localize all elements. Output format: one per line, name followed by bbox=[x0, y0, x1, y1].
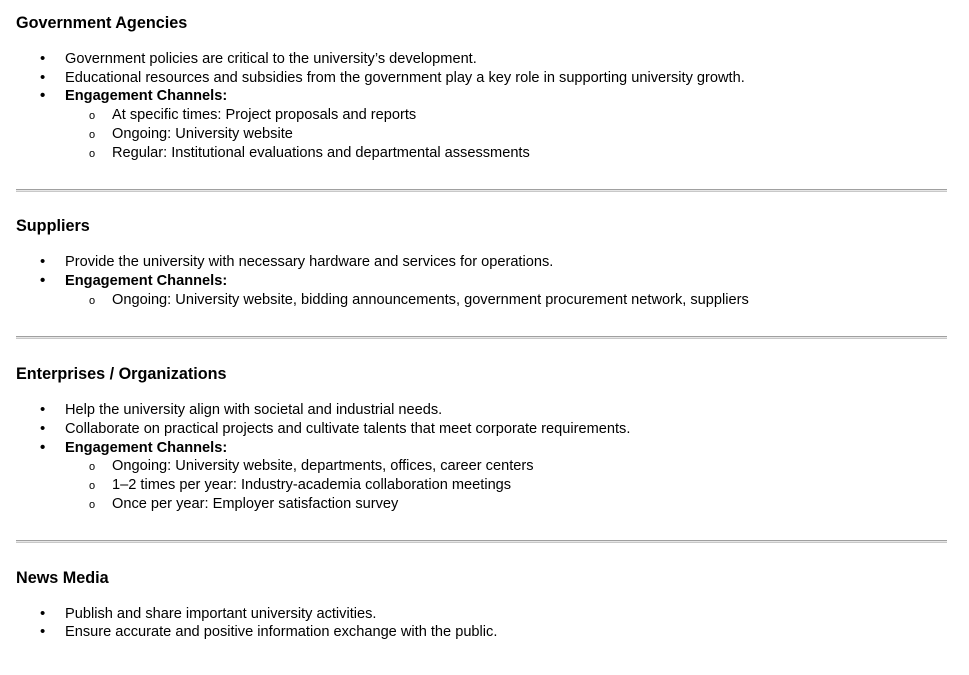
bullet-item: • Collaborate on practical projects and cultivate talents that meet corporate requirements. bbox=[16, 420, 947, 439]
channel-list bbox=[65, 291, 947, 310]
section-government-agencies bbox=[16, 14, 947, 162]
channel-item: o Ongoing: University website, departments, offices, career centers bbox=[64, 457, 947, 476]
section-enterprises-organizations bbox=[16, 365, 947, 513]
section-title: Suppliers bbox=[16, 217, 90, 236]
bullet-item: • Ensure accurate and positive information exchange with the public. bbox=[16, 623, 947, 642]
section-title: Government Agencies bbox=[16, 14, 188, 32]
channel-item: o Regular: Institutional evaluations and departmental assessments bbox=[64, 144, 947, 163]
section-title: Enterprises / Organizations bbox=[16, 365, 227, 384]
bullet-item: • Publish and share important university activities. bbox=[16, 605, 947, 624]
engagement-channels-item bbox=[16, 439, 947, 514]
section-news-media bbox=[16, 569, 947, 642]
engagement-channels-item bbox=[16, 87, 947, 162]
engagement-channels-label: Engagement Channels: bbox=[65, 439, 228, 456]
channel-item: o Ongoing: University website, bidding announcements, government procurement network, suppliers bbox=[64, 291, 947, 310]
channel-item: o At specific times: Project proposals and reports bbox=[64, 106, 947, 125]
bullet-item: • Government policies are critical to the university’s development. bbox=[16, 50, 947, 69]
channel-item: o 1–2 times per year: Industry-academia collaboration meetings bbox=[64, 476, 947, 495]
bullet-list bbox=[16, 605, 947, 642]
section-title: News Media bbox=[16, 568, 109, 587]
channel-list bbox=[65, 106, 947, 162]
section-divider bbox=[16, 540, 947, 542]
section-suppliers bbox=[16, 217, 947, 309]
section-divider bbox=[16, 189, 947, 191]
channel-list bbox=[65, 457, 947, 513]
bullet-item: • Provide the university with necessary hardware and services for operations. bbox=[16, 253, 947, 272]
engagement-channels-label: Engagement Channels: bbox=[65, 272, 228, 289]
channel-item: o Ongoing: University website bbox=[64, 125, 947, 144]
bullet-list bbox=[16, 50, 947, 162]
channel-item: o Once per year: Employer satisfaction survey bbox=[64, 495, 947, 514]
bullet-list bbox=[16, 253, 947, 309]
engagement-channels-item bbox=[16, 272, 947, 309]
bullet-item: • Help the university align with societal and industrial needs. bbox=[16, 401, 947, 420]
section-divider bbox=[16, 336, 947, 338]
bullet-list bbox=[16, 401, 947, 513]
bullet-item: • Educational resources and subsidies from the government play a key role in supporting university growth. bbox=[16, 69, 947, 88]
engagement-channels-label: Engagement Channels: bbox=[65, 88, 228, 105]
